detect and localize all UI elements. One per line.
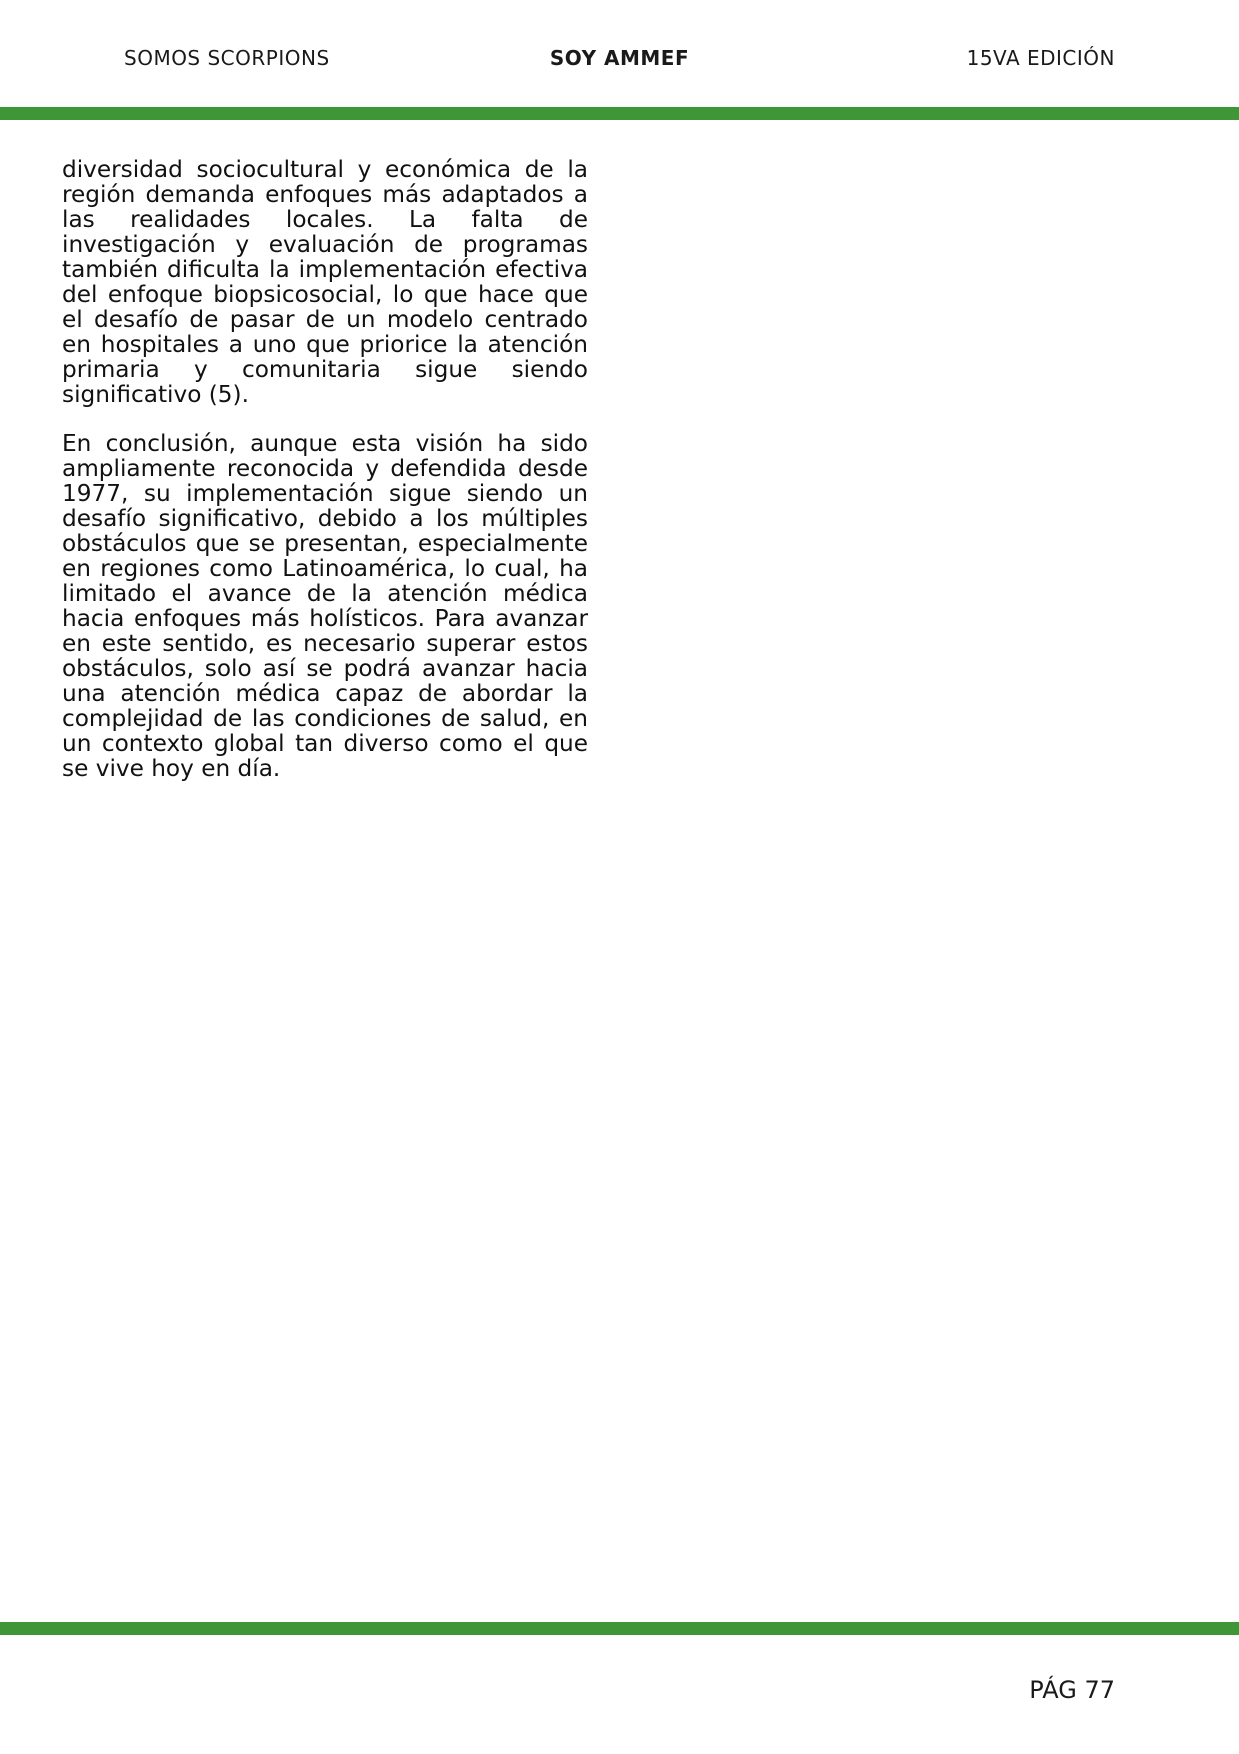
header-divider-bar [0,107,1239,120]
header-edition: 15VA EDICIÓN [966,46,1115,70]
footer-divider-bar [0,1622,1239,1635]
page-number: PÁG 77 [1029,1676,1115,1704]
body-text-column [62,157,588,805]
body-paragraph-2: En conclusión, aunque esta visión ha sido ampliamente reconocida y defendida desde 1977, su implementación sigue siendo un desafío significativo, debido a los múltiples obstáculos que se presentan, especialmente en regiones como Latinoamérica, lo cual, ha limitado el avance de la atención médica hacia enfoques más holísticos. Para avanzar en este sentido, es necesario superar estos obstáculos, solo así se podrá avanzar hacia una atención médica capaz de abordar la complejidad de las condiciones de salud, en un contexto global tan diverso como el que se vive hoy en día. [62,430,588,782]
body-paragraph-1: diversidad sociocultural y económica de la región demanda enfoques más adaptados a las realidades locales. La falta de investigación y evaluación de programas también dificulta la implementación efectiva del enfoque biopsicosocial, lo que hace que el desafío de pasar de un modelo centrado en hospitales a uno que priorice la atención primaria y comunitaria sigue siendo significativo (5). [62,156,588,408]
page-header [0,0,1239,106]
header-title: SOY AMMEF [549,46,690,70]
header-left-text: SOMOS SCORPIONS [124,46,330,70]
